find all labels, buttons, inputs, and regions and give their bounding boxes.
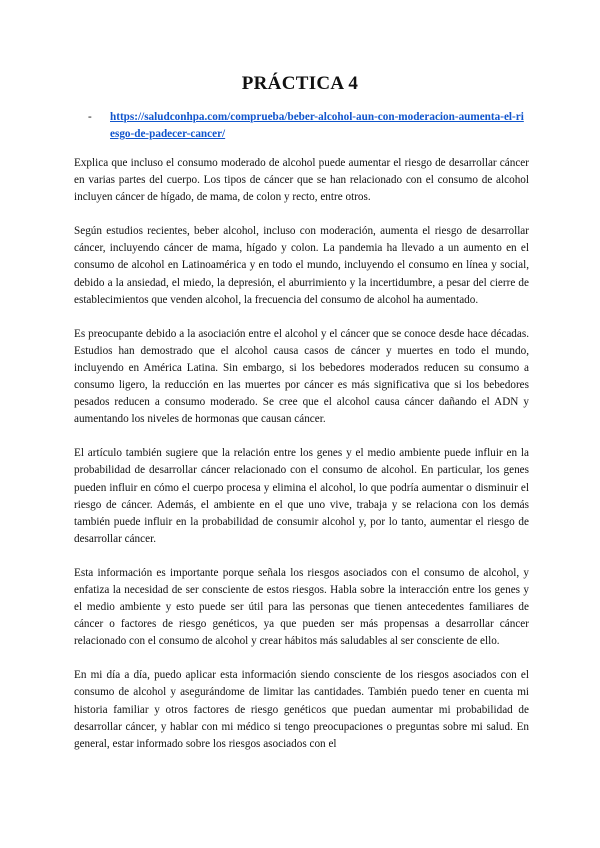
document-body — [74, 155, 529, 770]
paragraph-daily-application: En mi día a día, puedo aplicar esta información siendo consciente de los riesgos asociados con el consumo de alcohol y asegurándome de limitar las cantidades. También puedo tener en cuenta mi historia familiar y otros factores de riesgo genéticos que puedan aumentar mi probabilidad de desarrollar cáncer, y hablar con mi médico si tengo preocupaciones o preguntas sobre mi salud. En general, estar informado sobre los riesgos asociados con el — [74, 669, 529, 750]
paragraph-concern: Es preocupante debido a la asociación entre el alcohol y el cáncer que se conoce desde hace décadas. Estudios han demostrado que el alcohol causa casos de cáncer y muertes en todo el mundo, incluyendo en América Latina. Sin embargo, si los bebedores moderados reducen su consumo a consumo ligero, la reducción en las muertes por cáncer es más significativa que si los bebedores pesados reducen a consumo moderado. Se cree que el alcohol causa cáncer dañando el ADN y aumentando los niveles de hormonas que causan cáncer. — [74, 327, 529, 426]
list-bullet: - — [88, 111, 92, 123]
page-title: PRÁCTICA 4 — [241, 73, 359, 94]
paragraph-summary: Explica que incluso el consumo moderado de alcohol puede aumentar el riesgo de desarrollar cáncer en varias partes del cuerpo. Los tipos de cáncer que se han relacionado con el consumo de alcohol incluyen cáncer de hígado, de mama, de colon y recto, entre otros. — [74, 157, 529, 204]
source-article-link[interactable]: https://saludconhpa.com/comprueba/beber-alcohol-aun-con-moderacion-aumenta-el-riesgo-de-padecer-cancer/ — [110, 111, 524, 140]
paragraph-genes-environment: El artículo también sugiere que la relación entre los genes y el medio ambiente puede influir en la probabilidad de desarrollar cáncer relacionado con el consumo de alcohol. En particular, los genes pueden influir en cómo el cuerpo procesa y elimina el alcohol, lo que podría aumentar o disminuir el riesgo de cáncer. Además, el ambiente en el que uno vive, trabaja y se relaciona con los demás también puede influir en la probabilidad de consumir alcohol y, por lo tanto, aumentar el riesgo de desarrollar cáncer. — [74, 447, 529, 545]
reference-item — [88, 109, 528, 143]
paragraph-importance: Esta información es importante porque señala los riesgos asociados con el consumo de alcohol, y enfatiza la necesidad de ser consciente de estos riesgos. Habla sobre la interacción entre los genes y el medio ambiente y esto puede ser útil para las personas que tienen antecedentes familiares de cáncer o factores de riesgo genéticos, ya que pueden ser más propensas a desarrollar cáncer relacionado con el consumo de alcohol y crear hábitos más saludables al ser consciente de ello. — [74, 566, 529, 648]
paragraph-studies: Según estudios recientes, beber alcohol, incluso con moderación, aumenta el riesgo de desarrollar cáncer, incluyendo cáncer de mama, hígado y colon. La pandemia ha llevado a un aumento en el consumo de alcohol en Latinoamérica y en todo el mundo, incluyendo el consumo en línea y social, debido a la ansiedad, el miedo, la depresión, el aburrimiento y la incertidumbre, a pesar del cierre de establecimientos que venden alcohol, la frecuencia del consumo de alcohol ha aumentado. — [74, 225, 529, 306]
